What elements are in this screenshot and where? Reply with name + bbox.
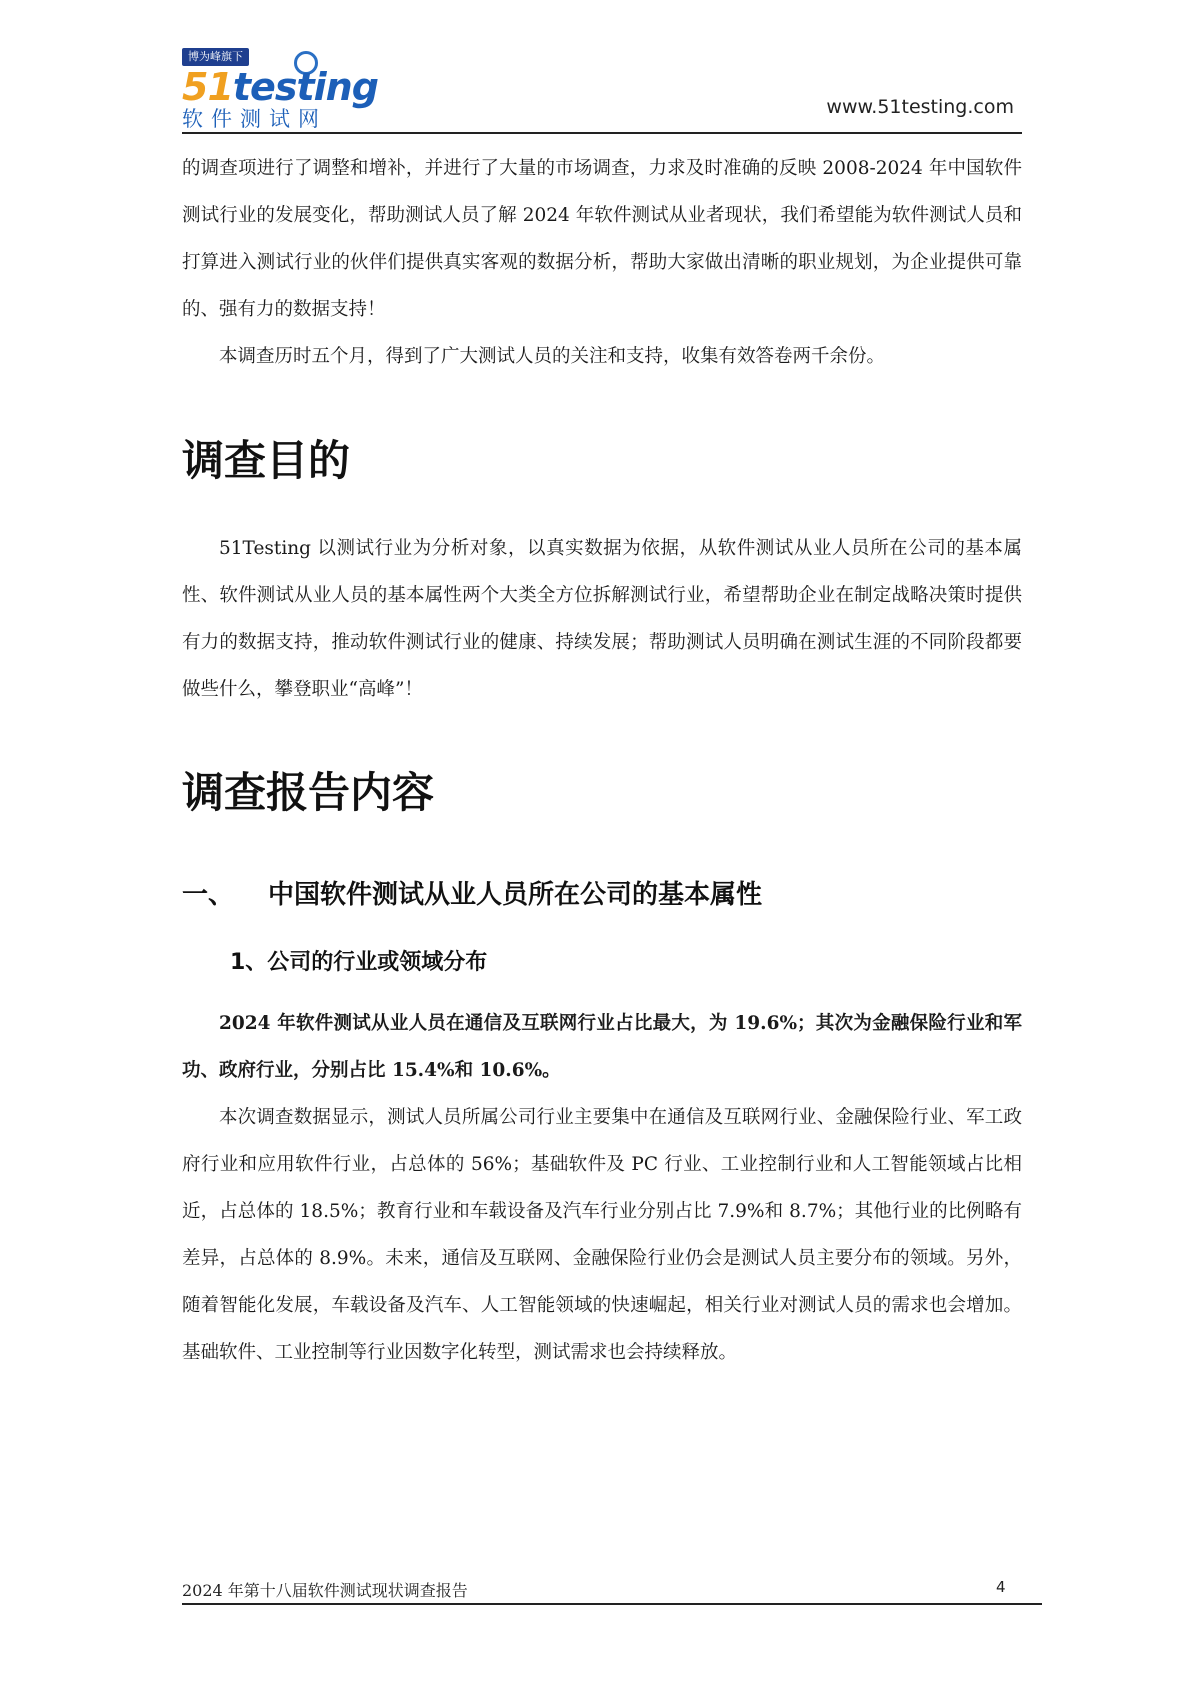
logo-word: testing: [232, 65, 378, 109]
intro-paragraph-1: 的调查项进行了调整和增补，并进行了大量的市场调查，力求及时准确的反映 2008-2024 年中国软件测试行业的发展变化，帮助测试人员了解 2024 年软件测试从业者现状，我们希望能为软件测试人员和打算进入测试行业的伙伴们提供真实客观的数据分析，帮助大家做出清晰的职业规划，为企业提供可靠的、强有力的数据支持！: [182, 158, 1022, 320]
subsection-1-heading: 1、公司的行业或领域分布: [230, 950, 488, 975]
footer-report-title: 2024 年第十八届软件测试现状调查报告: [182, 1581, 468, 1600]
footer-page-number: 4: [996, 1578, 1006, 1596]
section-1-heading: [182, 874, 762, 911]
logo: [182, 46, 378, 136]
purpose-heading: 调查目的: [182, 436, 351, 485]
section-1-title: 中国软件测试从业人员所在公司的基本属性: [268, 880, 763, 910]
logo-wordmark: [182, 64, 378, 110]
section-1-number: 一、: [182, 880, 235, 910]
header-divider: [182, 132, 1022, 134]
content-heading: 调查报告内容: [182, 768, 435, 817]
intro-paragraph-2: 本调查历时五个月，得到了广大测试人员的关注和支持，收集有效答卷两千余份。: [219, 346, 886, 367]
footer-divider: [182, 1603, 1042, 1605]
purpose-paragraph: 51Testing 以测试行业为分析对象，以真实数据为依据，从软件测试从业人员所在公司的基本属性、软件测试从业人员的基本属性两个大类全方位拆解测试行业，希望帮助企业在制定战略决策时提供有力的数据支持，推动软件测试行业的健康、持续发展；帮助测试人员明确在测试生涯的不同阶段都要做些什么，攀登职业“高峰”！: [182, 538, 1022, 700]
logo-number: 51: [182, 65, 233, 109]
body-paragraph: 本次调查数据显示，测试人员所属公司行业主要集中在通信及互联网行业、金融保险行业、军工政府行业和应用软件行业，占总体的 56%；基础软件及 PC 行业、工业控制行业和人工智能领域占比相近，占总体的 18.5%；教育行业和车载设备及汽车行业分别占比 7.9%和 8.7%；其他行业的比例略有差异，占总体的 8.9%。未来，通信及互联网、金融保险行业仍会是测试人员主要分布的领域。另外，随着智能化发展，车载设备及汽车、人工智能领域的快速崛起，相关行业对测试人员的需求也会增加。基础软件、工业控制等行业因数字化转型，测试需求也会持续释放。: [182, 1107, 1022, 1363]
logo-subtitle: 软件测试网: [182, 107, 327, 131]
logo-tag: 博为峰旗下: [182, 48, 249, 66]
highlight-paragraph: 2024 年软件测试从业人员在通信及互联网行业占比最大，为 19.6%；其次为金融保险行业和军功、政府行业，分别占比 15.4%和 10.6%。: [182, 1013, 1022, 1081]
site-url: www.51testing.com: [826, 96, 1014, 118]
